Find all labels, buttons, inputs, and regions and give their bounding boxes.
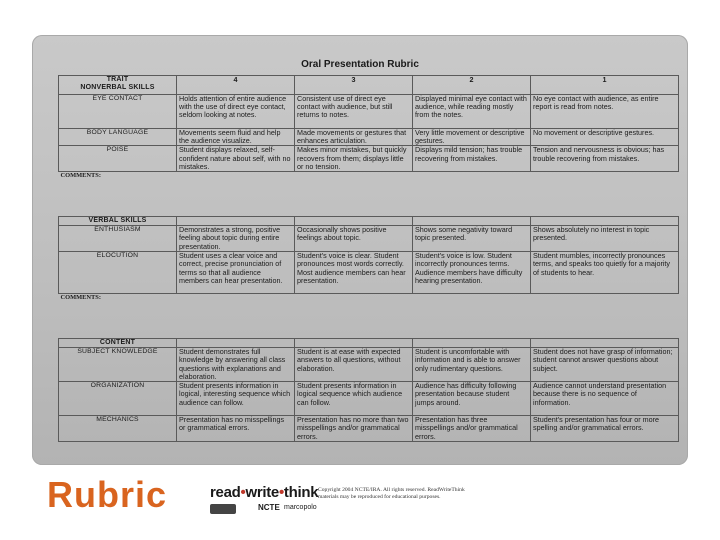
ncte-label: NCTE [258, 503, 280, 512]
table-row [59, 416, 679, 442]
logo-wordmark: read•write•think [210, 484, 319, 501]
rubric-cell: Presentation has no misspellings or grammatical errors. [177, 416, 295, 442]
rubric-cell: Student presents information in logical, interesting sequence which audience can follow. [177, 382, 295, 416]
rubric-cell: Audience has difficulty following presentation because student jumps around. [413, 382, 531, 416]
score-header-3: 3 [295, 76, 413, 95]
trait-label: MECHANICS [59, 416, 177, 442]
rubric-cell: Displayed minimal eye contact with audience, while reading mostly from the notes. [413, 95, 531, 129]
rubric-cell: Student's voice is low. Student incorrectly pronounces terms. Audience members have difficulty hearing presentation. [413, 252, 531, 294]
table-row [59, 226, 679, 252]
table-row [59, 129, 679, 146]
rubric-cell: Occasionally shows positive feelings about topic. [295, 226, 413, 252]
rubric-cell: Student's voice is clear. Student pronounces most words correctly. Most audience members can hear presentation. [295, 252, 413, 294]
section-heading: CONTENT [59, 339, 177, 348]
table-row [59, 95, 679, 129]
score-header-1: 1 [531, 76, 679, 95]
rubric-cell: Tension and nervousness is obvious; has trouble recovering from mistakes. [531, 146, 679, 172]
rubric-cell: Demonstrates a strong, positive feeling about topic during entire presentation. [177, 226, 295, 252]
marcopolo-label: marcopolo [284, 504, 317, 511]
rubric-cell: Student uses a clear voice and correct, precise pronunciation of terms so that all audience members can hear presentation. [177, 252, 295, 294]
rubric-cell: Student mumbles, incorrectly pronounces terms, and speaks too quietly for a majority of students to hear. [531, 252, 679, 294]
rubric-table-content [58, 338, 679, 442]
rubric-table-nonverbal [58, 75, 679, 182]
rubric-cell: Student is at ease with expected answers to all questions, without elaboration. [295, 348, 413, 382]
rubric-cell: Displays mild tension; has trouble recovering from mistakes. [413, 146, 531, 172]
rubric-cell: Shows some negativity toward topic presented. [413, 226, 531, 252]
logo-partners [210, 503, 320, 517]
ira-seal-icon [210, 504, 236, 514]
comments-label: COMMENTS: [59, 294, 679, 304]
section-header-row [59, 217, 679, 226]
table-row [59, 252, 679, 294]
rubric-cell: Shows absolutely no interest in topic presented. [531, 226, 679, 252]
rubric-cell: Audience cannot understand presentation because there is no sequence of information. [531, 382, 679, 416]
rubric-cell: Presentation has three misspellings and/or grammatical errors. [413, 416, 531, 442]
table-row [59, 348, 679, 382]
header-row [59, 76, 679, 95]
rubric-cell: Student presents information in logical sequence which audience can follow. [295, 382, 413, 416]
trait-label: BODY LANGUAGE [59, 129, 177, 146]
rubric-cell: Presentation has no more than two misspellings and/or grammatical errors. [295, 416, 413, 442]
rubric-cell: Student displays relaxed, self-confident nature about self, with no mistakes. [177, 146, 295, 172]
trait-label: ELOCUTION [59, 252, 177, 294]
trait-label: POISE [59, 146, 177, 172]
trait-label: EYE CONTACT [59, 95, 177, 129]
rubric-cell: Student is uncomfortable with information and is able to answer only rudimentary questions. [413, 348, 531, 382]
table-row [59, 146, 679, 172]
rubric-cell: Student demonstrates full knowledge by answering all class questions with explanations and elaboration. [177, 348, 295, 382]
copyright-line-2: materials may be reproduced for educational purposes. [318, 494, 441, 500]
rubric-cell: Student does not have grasp of information; student cannot answer questions about subject. [531, 348, 679, 382]
rubric-cell: Movements seem fluid and help the audience visualize. [177, 129, 295, 146]
score-header-4: 4 [177, 76, 295, 95]
slide-caption: Rubric [47, 474, 168, 515]
comments-label: COMMENTS: [59, 172, 679, 182]
section-heading: VERBAL SKILLS [59, 217, 177, 226]
trait-header: TRAIT NONVERBAL SKILLS [59, 76, 177, 95]
document-title: Oral Presentation Rubric [301, 59, 419, 70]
copyright-notice [318, 487, 598, 501]
table-row [59, 382, 679, 416]
trait-label: ENTHUSIASM [59, 226, 177, 252]
rubric-cell: Consistent use of direct eye contact with audience, but still returns to notes. [295, 95, 413, 129]
rubric-table-verbal [58, 216, 679, 304]
rubric-cell: Holds attention of entire audience with the use of direct eye contact, seldom looking at notes. [177, 95, 295, 129]
rubric-cell: Makes minor mistakes, but quickly recovers from them; displays little or no tension. [295, 146, 413, 172]
trait-label: ORGANIZATION [59, 382, 177, 416]
rubric-cell: No eye contact with audience, as entire report is read from notes. [531, 95, 679, 129]
rubric-cell: Made movements or gestures that enhances articulation. [295, 129, 413, 146]
rubric-cell: No movement or descriptive gestures. [531, 129, 679, 146]
trait-label: SUBJECT KNOWLEDGE [59, 348, 177, 382]
section-header-row [59, 339, 679, 348]
rubric-cell: Student's presentation has four or more spelling and/or grammatical errors. [531, 416, 679, 442]
score-header-2: 2 [413, 76, 531, 95]
rubric-cell: Very little movement or descriptive gestures. [413, 129, 531, 146]
copyright-line-1: Copyright 2004 NCTE/IRA. All rights reserved. ReadWriteThink [318, 487, 465, 493]
readwritethink-logo [210, 482, 319, 518]
